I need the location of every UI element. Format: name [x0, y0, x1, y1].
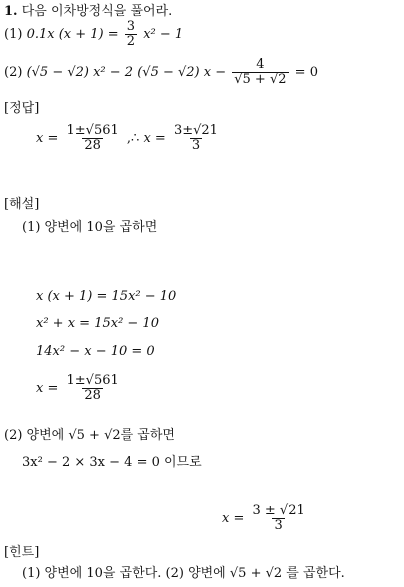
hint-heading: [힌트] — [4, 545, 40, 560]
problem-number: 1. — [4, 4, 18, 19]
part-2-label: (2) — [4, 65, 23, 80]
part-1-rest: x² − 1 — [143, 27, 184, 42]
answer-fraction-2 — [172, 124, 220, 153]
answer-line — [36, 124, 222, 153]
answer-fraction-1 — [65, 124, 121, 153]
fraction-denominator: 3 — [274, 518, 283, 533]
explanation-heading: [해설] — [4, 197, 40, 212]
answer-x-label: x = — [36, 131, 59, 146]
fraction-denominator: 2 — [126, 34, 136, 49]
result-x-label: x = — [222, 511, 245, 526]
fraction-denominator: √5 + √2 — [234, 72, 287, 87]
explanation-part-1-intro: (1) 양변에 10을 곱하면 — [22, 220, 158, 235]
result-fraction — [251, 504, 307, 533]
explanation-part-2-result — [222, 504, 309, 533]
result-fraction — [65, 374, 121, 403]
part-2-expression: (√5 − √2) x² − 2 (√5 − √2) x − — [26, 65, 227, 80]
fraction-numerator: 1±√561 — [66, 373, 119, 388]
answer-heading: [정답] — [4, 101, 40, 116]
explanation-step-1: x (x + 1) = 15x² − 10 — [36, 289, 177, 304]
part-2-fraction — [232, 58, 288, 87]
explanation-part-1-result — [36, 374, 123, 403]
fraction-denominator: 28 — [84, 138, 101, 153]
explanation-step-3: 14x² − x − 10 = 0 — [36, 344, 155, 359]
explanation-part-2-step: 3x² − 2 × 3x − 4 = 0 이므로 — [22, 455, 202, 470]
fraction-denominator: 3 — [191, 138, 201, 153]
fraction-numerator: 4 — [256, 57, 265, 72]
fraction-numerator: 1±√561 — [66, 123, 119, 138]
fraction-numerator: 3 — [126, 19, 136, 34]
part-1-lhs: 0.1x (x + 1) = — [26, 27, 119, 42]
part-1-fraction — [125, 20, 137, 49]
problem-heading — [4, 4, 172, 20]
problem-part-2 — [4, 58, 318, 87]
part-2-tail: = 0 — [294, 65, 318, 80]
fraction-numerator: 3±√21 — [173, 123, 218, 138]
answer-x-label-2: x = — [143, 131, 166, 146]
fraction-numerator: 3 ± √21 — [252, 503, 305, 518]
answer-separator: ,∴ — [126, 131, 140, 146]
problem-title: 다음 이차방정식을 풀어라. — [21, 4, 173, 19]
problem-part-1 — [4, 20, 183, 49]
explanation-part-2-intro: (2) 양변에 √5 + √2를 곱하면 — [4, 428, 175, 443]
part-1-label: (1) — [4, 27, 23, 42]
hint-text: (1) 양변에 10을 곱한다. (2) 양변에 √5 + √2 를 곱한다. — [22, 566, 345, 581]
explanation-step-2: x² + x = 15x² − 10 — [36, 316, 159, 331]
fraction-denominator: 28 — [84, 388, 101, 403]
result-x-label: x = — [36, 381, 59, 396]
